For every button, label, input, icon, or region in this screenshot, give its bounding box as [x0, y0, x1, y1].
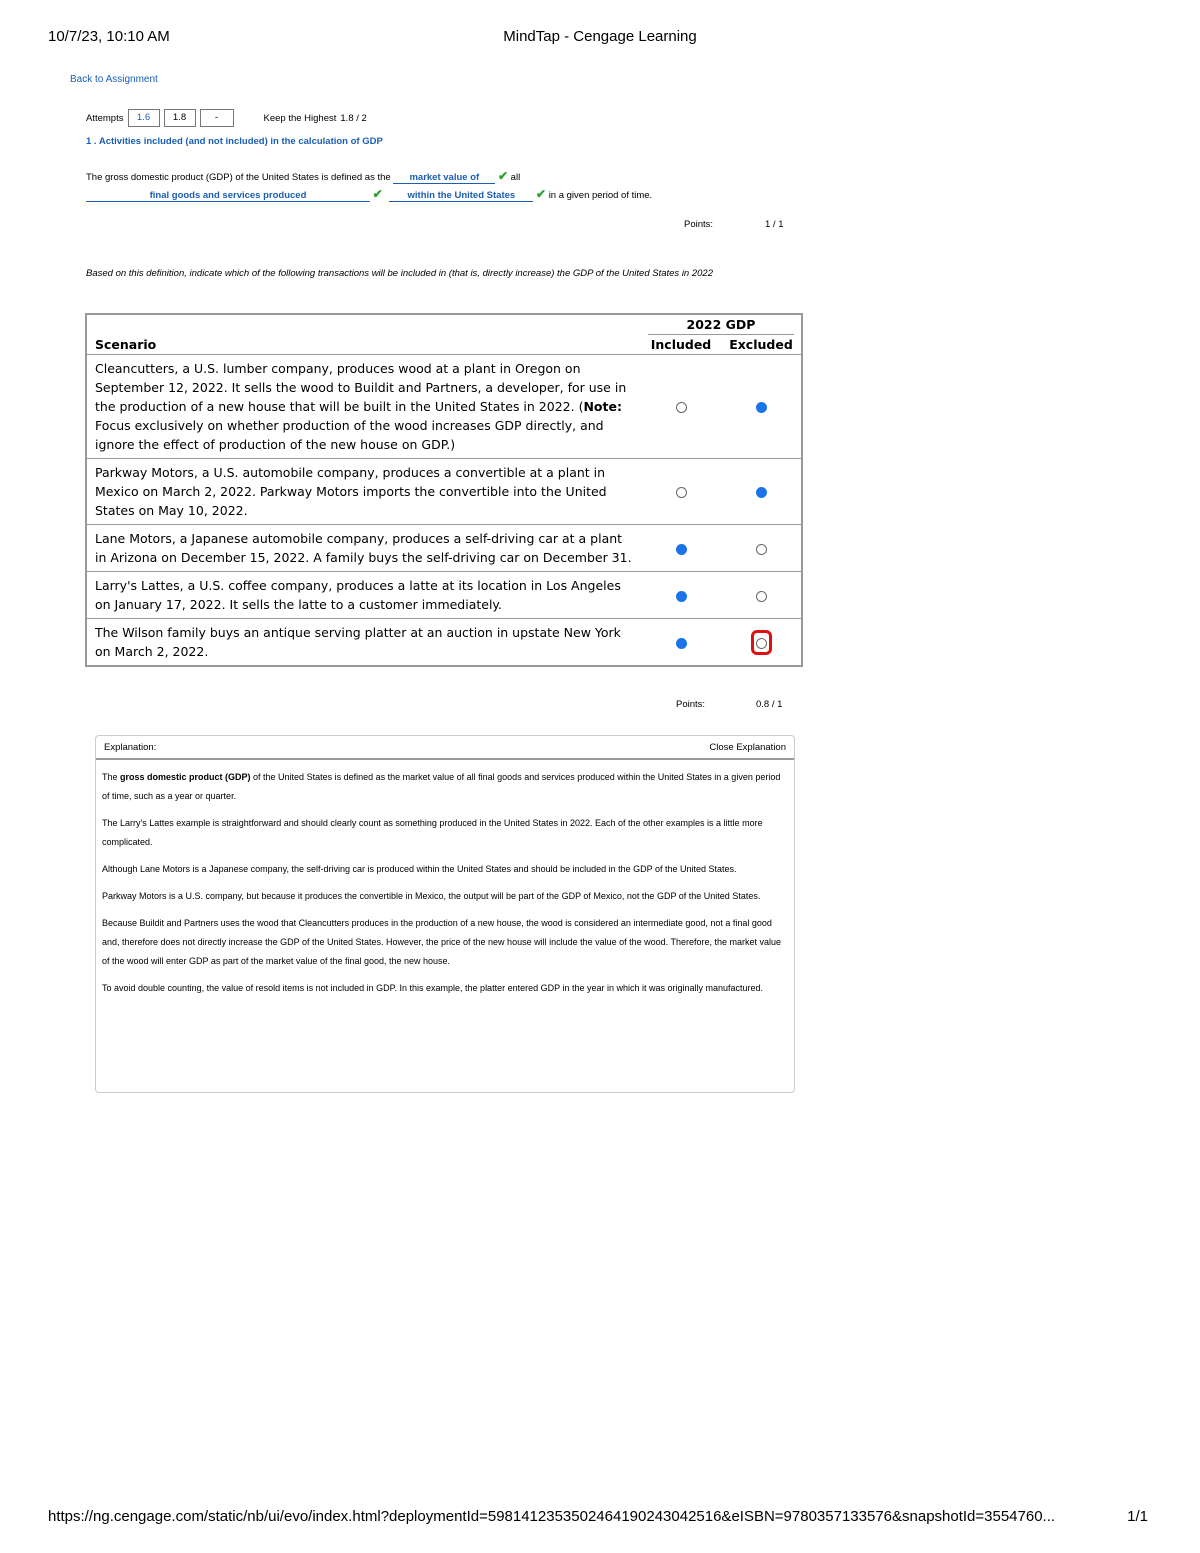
- points-label-2: Points:: [676, 699, 706, 710]
- explanation-panel: [95, 735, 795, 1093]
- included-radio[interactable]: [676, 638, 687, 649]
- excluded-radio[interactable]: [756, 544, 767, 555]
- blank-final-goods[interactable]: final goods and services produced: [86, 190, 370, 202]
- excluded-radio[interactable]: [756, 638, 767, 649]
- included-radio[interactable]: [676, 544, 687, 555]
- fill-text-1: The gross domestic product (GDP) of the United States is defined as the: [86, 172, 391, 183]
- fill-line-1: [86, 169, 520, 184]
- excluded-radio[interactable]: [756, 591, 767, 602]
- explanation-paragraph: Although Lane Motors is a Japanese company, the self-driving car is produced within the United States and should be included in the GDP of the United States.: [102, 864, 737, 874]
- included-radio[interactable]: [676, 591, 687, 602]
- explanation-paragraph: The gross domestic product (GDP) of the United States is defined as the market value of all final goods and services produced within the United States in a given period of time, such as a year or quarter.: [102, 772, 781, 801]
- keep-highest-label: Keep the Highest: [263, 112, 337, 124]
- check-icon: ✔: [497, 169, 509, 183]
- table-row: [86, 525, 802, 572]
- close-explanation-button[interactable]: Close Explanation: [709, 742, 786, 753]
- gdp-group-header: 2022 GDP: [641, 314, 802, 335]
- scenario-text: Larry's Lattes, a U.S. coffee company, produces a latte at its location in Los Angeles on January 17, 2022. It sells the latte to a customer immediately.: [86, 572, 641, 619]
- print-url: https://ng.cengage.com/static/nb/ui/evo/index.html?deploymentId=5981412353502464190243042516&eISBN=9780357133576&snapshotId=3554760...: [48, 1508, 1056, 1525]
- attempt-2-box[interactable]: 1.8: [164, 109, 196, 127]
- scenario-text: Cleancutters, a U.S. lumber company, produces wood at a plant in Oregon on September 12, 2022. It sells the wood to Buildit and Partners, a developer, for use in the production of a new house that will be built in the United States in 2022. (Note: Focus exclusively on whether production of the wood increases GDP directly, and ignore the effect of production of the new house on GDP.): [86, 355, 641, 459]
- explanation-paragraph: To avoid double counting, the value of resold items is not included in GDP. In this example, the platter entered GDP in the year in which it was originally manufactured.: [102, 983, 764, 993]
- excluded-radio[interactable]: [756, 402, 767, 413]
- attempts-bar: [86, 109, 367, 127]
- instruction-text: Based on this definition, indicate which of the following transactions will be included in (that is, directly increase) the GDP of the United States in 2022: [86, 268, 713, 279]
- points-label-1: Points:: [684, 219, 714, 230]
- included-header: Included: [650, 337, 712, 352]
- scenario-header: Scenario: [86, 314, 641, 355]
- points-value-1: 1 / 1: [765, 219, 784, 230]
- explanation-label: Explanation:: [104, 742, 157, 753]
- fill-line-2: [86, 187, 652, 202]
- explanation-paragraph: Because Buildit and Partners uses the wood that Cleancutters produces in the production of a new house, the wood is considered an intermediate good, not a final good and, therefore does not directly increase the GDP of the United States. However, the price of the new house will include the value of the wood. Therefore, the market value of the wood will enter GDP as part of the market value of the final good, the new house.: [102, 918, 782, 966]
- print-page-title: MindTap - Cengage Learning: [503, 28, 697, 45]
- question-title: 1 . Activities included (and not included) in the calculation of GDP: [86, 136, 383, 147]
- print-datetime: 10/7/23, 10:10 AM: [48, 28, 170, 45]
- fill-text-2: all: [510, 172, 521, 183]
- gdp-table: [85, 313, 803, 667]
- check-icon: ✔: [372, 187, 383, 201]
- explanation-paragraph: The Larry's Lattes example is straightforward and should clearly count as something produced in the United States in 2022. Each of the other examples is a little more complicated.: [102, 818, 763, 847]
- blank-within-us[interactable]: within the United States: [389, 190, 533, 202]
- table-row: [86, 459, 802, 525]
- explanation-paragraph: Parkway Motors is a U.S. company, but because it produces the convertible in Mexico, the output will be part of the GDP of Mexico, not the GDP of the United States.: [102, 891, 761, 901]
- excluded-radio[interactable]: [756, 487, 767, 498]
- fill-text-3: in a given period of time.: [548, 190, 653, 201]
- scenario-text: Lane Motors, a Japanese automobile company, produces a self-driving car at a plant in Arizona on December 15, 2022. A family buys the self-driving car on December 31.: [86, 525, 641, 572]
- table-row: [86, 619, 802, 667]
- table-row: [86, 572, 802, 619]
- scenario-text: Parkway Motors, a U.S. automobile company, produces a convertible at a plant in Mexico on March 2, 2022. Parkway Motors imports the convertible into the United States on May 10, 2022.: [86, 459, 641, 525]
- excluded-header: Excluded: [729, 337, 793, 352]
- attempts-label: Attempts: [86, 112, 124, 124]
- check-icon: ✔: [535, 187, 547, 201]
- points-value-2: 0.8 / 1: [756, 699, 783, 710]
- included-radio[interactable]: [676, 487, 687, 498]
- print-page-number: 1/1: [1127, 1508, 1148, 1525]
- incorrect-answer-marker: [751, 630, 772, 655]
- attempts-score: 1.8 / 2: [340, 112, 367, 124]
- back-to-assignment-link[interactable]: Back to Assignment: [70, 74, 158, 85]
- included-radio[interactable]: [676, 402, 687, 413]
- blank-market-value[interactable]: market value of: [393, 172, 495, 184]
- scenario-text: The Wilson family buys an antique serving platter at an auction in upstate New York on March 2, 2022.: [86, 619, 641, 667]
- attempt-1-box[interactable]: 1.6: [128, 109, 160, 127]
- table-row: [86, 355, 802, 459]
- attempt-3-box[interactable]: -: [200, 109, 234, 127]
